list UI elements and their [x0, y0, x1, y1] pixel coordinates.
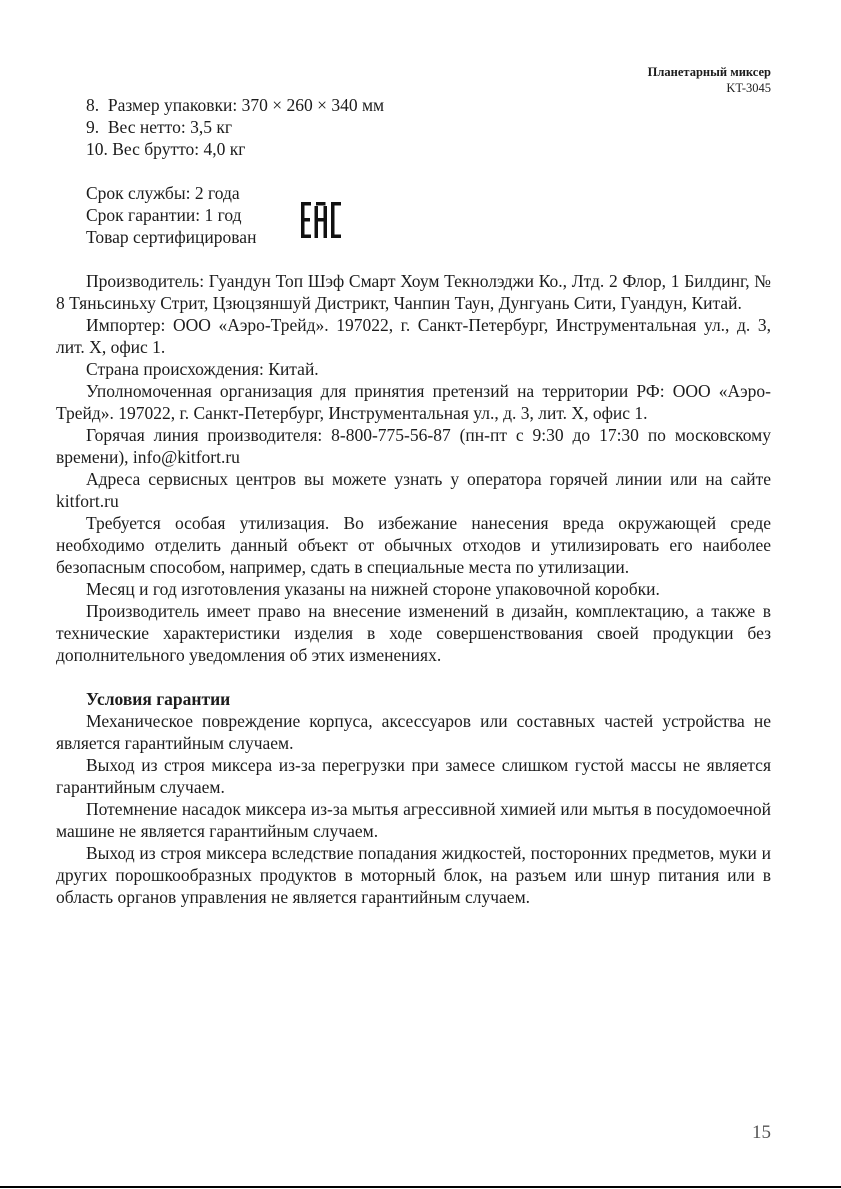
warranty-paragraph: Механическое повреждение корпуса, аксессуаров или составных частей устройства не является гарантийным случаем.	[56, 711, 771, 753]
header-model: KT-3045	[726, 81, 771, 95]
paragraph-origin: Страна происхождения: Китай.	[86, 359, 319, 379]
paragraph-importer: Импортер: ООО «Аэро-Трейд». 197022, г. Санкт-Петербург, Инструментальная ул., д. 3, лит. Х, офис 1.	[56, 315, 771, 357]
paragraph-disposal: Требуется особая утилизация. Во избежание нанесения вреда окружающей среде необходимо отделить данный объект от обычных отходов и утилизировать его наиболее безопасным способом, например, сдать в специальные места по утилизации.	[56, 513, 771, 577]
service-info	[56, 182, 771, 248]
spec-item: 9. Вес нетто: 3,5 кг	[86, 117, 233, 137]
paragraph-hotline: Горячая линия производителя: 8-800-775-56-87 (пн-пт с 9:30 до 17:30 по московскому времени), info@kitfort.ru	[56, 425, 771, 467]
warranty-term: Срок гарантии: 1 год	[86, 205, 242, 225]
spec-item: 8. Размер упаковки: 370 × 260 × 340 мм	[86, 95, 385, 115]
spec-item: 10. Вес брутто: 4,0 кг	[86, 139, 246, 159]
warranty-heading: Условия гарантии	[86, 689, 231, 709]
service-life: Срок службы: 2 года	[86, 183, 240, 203]
paragraph-service-centers: Адреса сервисных центров вы можете узнать у оператора горячей линии или на сайте kitfort.ru	[56, 469, 771, 511]
warranty-paragraph: Выход из строя миксера вследствие попадания жидкостей, посторонних предметов, муки и других порошкообразных продуктов в моторный блок, на разъем или шнур питания или в область органов управления не является гарантийным случаем.	[56, 843, 771, 907]
page-number: 15	[752, 1122, 771, 1143]
running-header	[648, 64, 771, 96]
page-content	[56, 94, 771, 908]
spec-list	[56, 94, 771, 160]
eac-mark-icon	[301, 202, 341, 238]
paragraph-changes: Производитель имеет право на внесение изменений в дизайн, комплектацию, а также в технические характеристики изделия в ходе совершенствования своей продукции без дополнительного уведомления об этих изменениях.	[56, 601, 771, 665]
certification-note: Товар сертифицирован	[86, 227, 257, 247]
paragraph-manufacture-date: Месяц и год изготовления указаны на нижней стороне упаковочной коробки.	[86, 579, 660, 599]
paragraph-claims: Уполномоченная организация для принятия претензий на территории РФ: ООО «Аэро-Трейд». 197022, г. Санкт-Петербург, Инструментальная ул., д. 3, лит. Х, офис 1.	[56, 381, 771, 423]
warranty-paragraph: Выход из строя миксера из-за перегрузки при замесе слишком густой массы не является гарантийным случаем.	[56, 755, 771, 797]
bottom-divider	[0, 1186, 841, 1188]
header-title: Планетарный миксер	[647, 65, 771, 79]
warranty-paragraph: Потемнение насадок миксера из-за мытья агрессивной химией или мытья в посудомоечной машине не является гарантийным случаем.	[56, 799, 771, 841]
paragraph-manufacturer: Производитель: Гуандун Топ Шэф Смарт Хоум Текнолэджи Ко., Лтд. 2 Флор, 1 Билдинг, № 8 Тяньсиньху Стрит, Цзюцзяншуй Дистрикт, Чанпин Таун, Дунгуань Сити, Гуандун, Китай.	[56, 271, 771, 313]
